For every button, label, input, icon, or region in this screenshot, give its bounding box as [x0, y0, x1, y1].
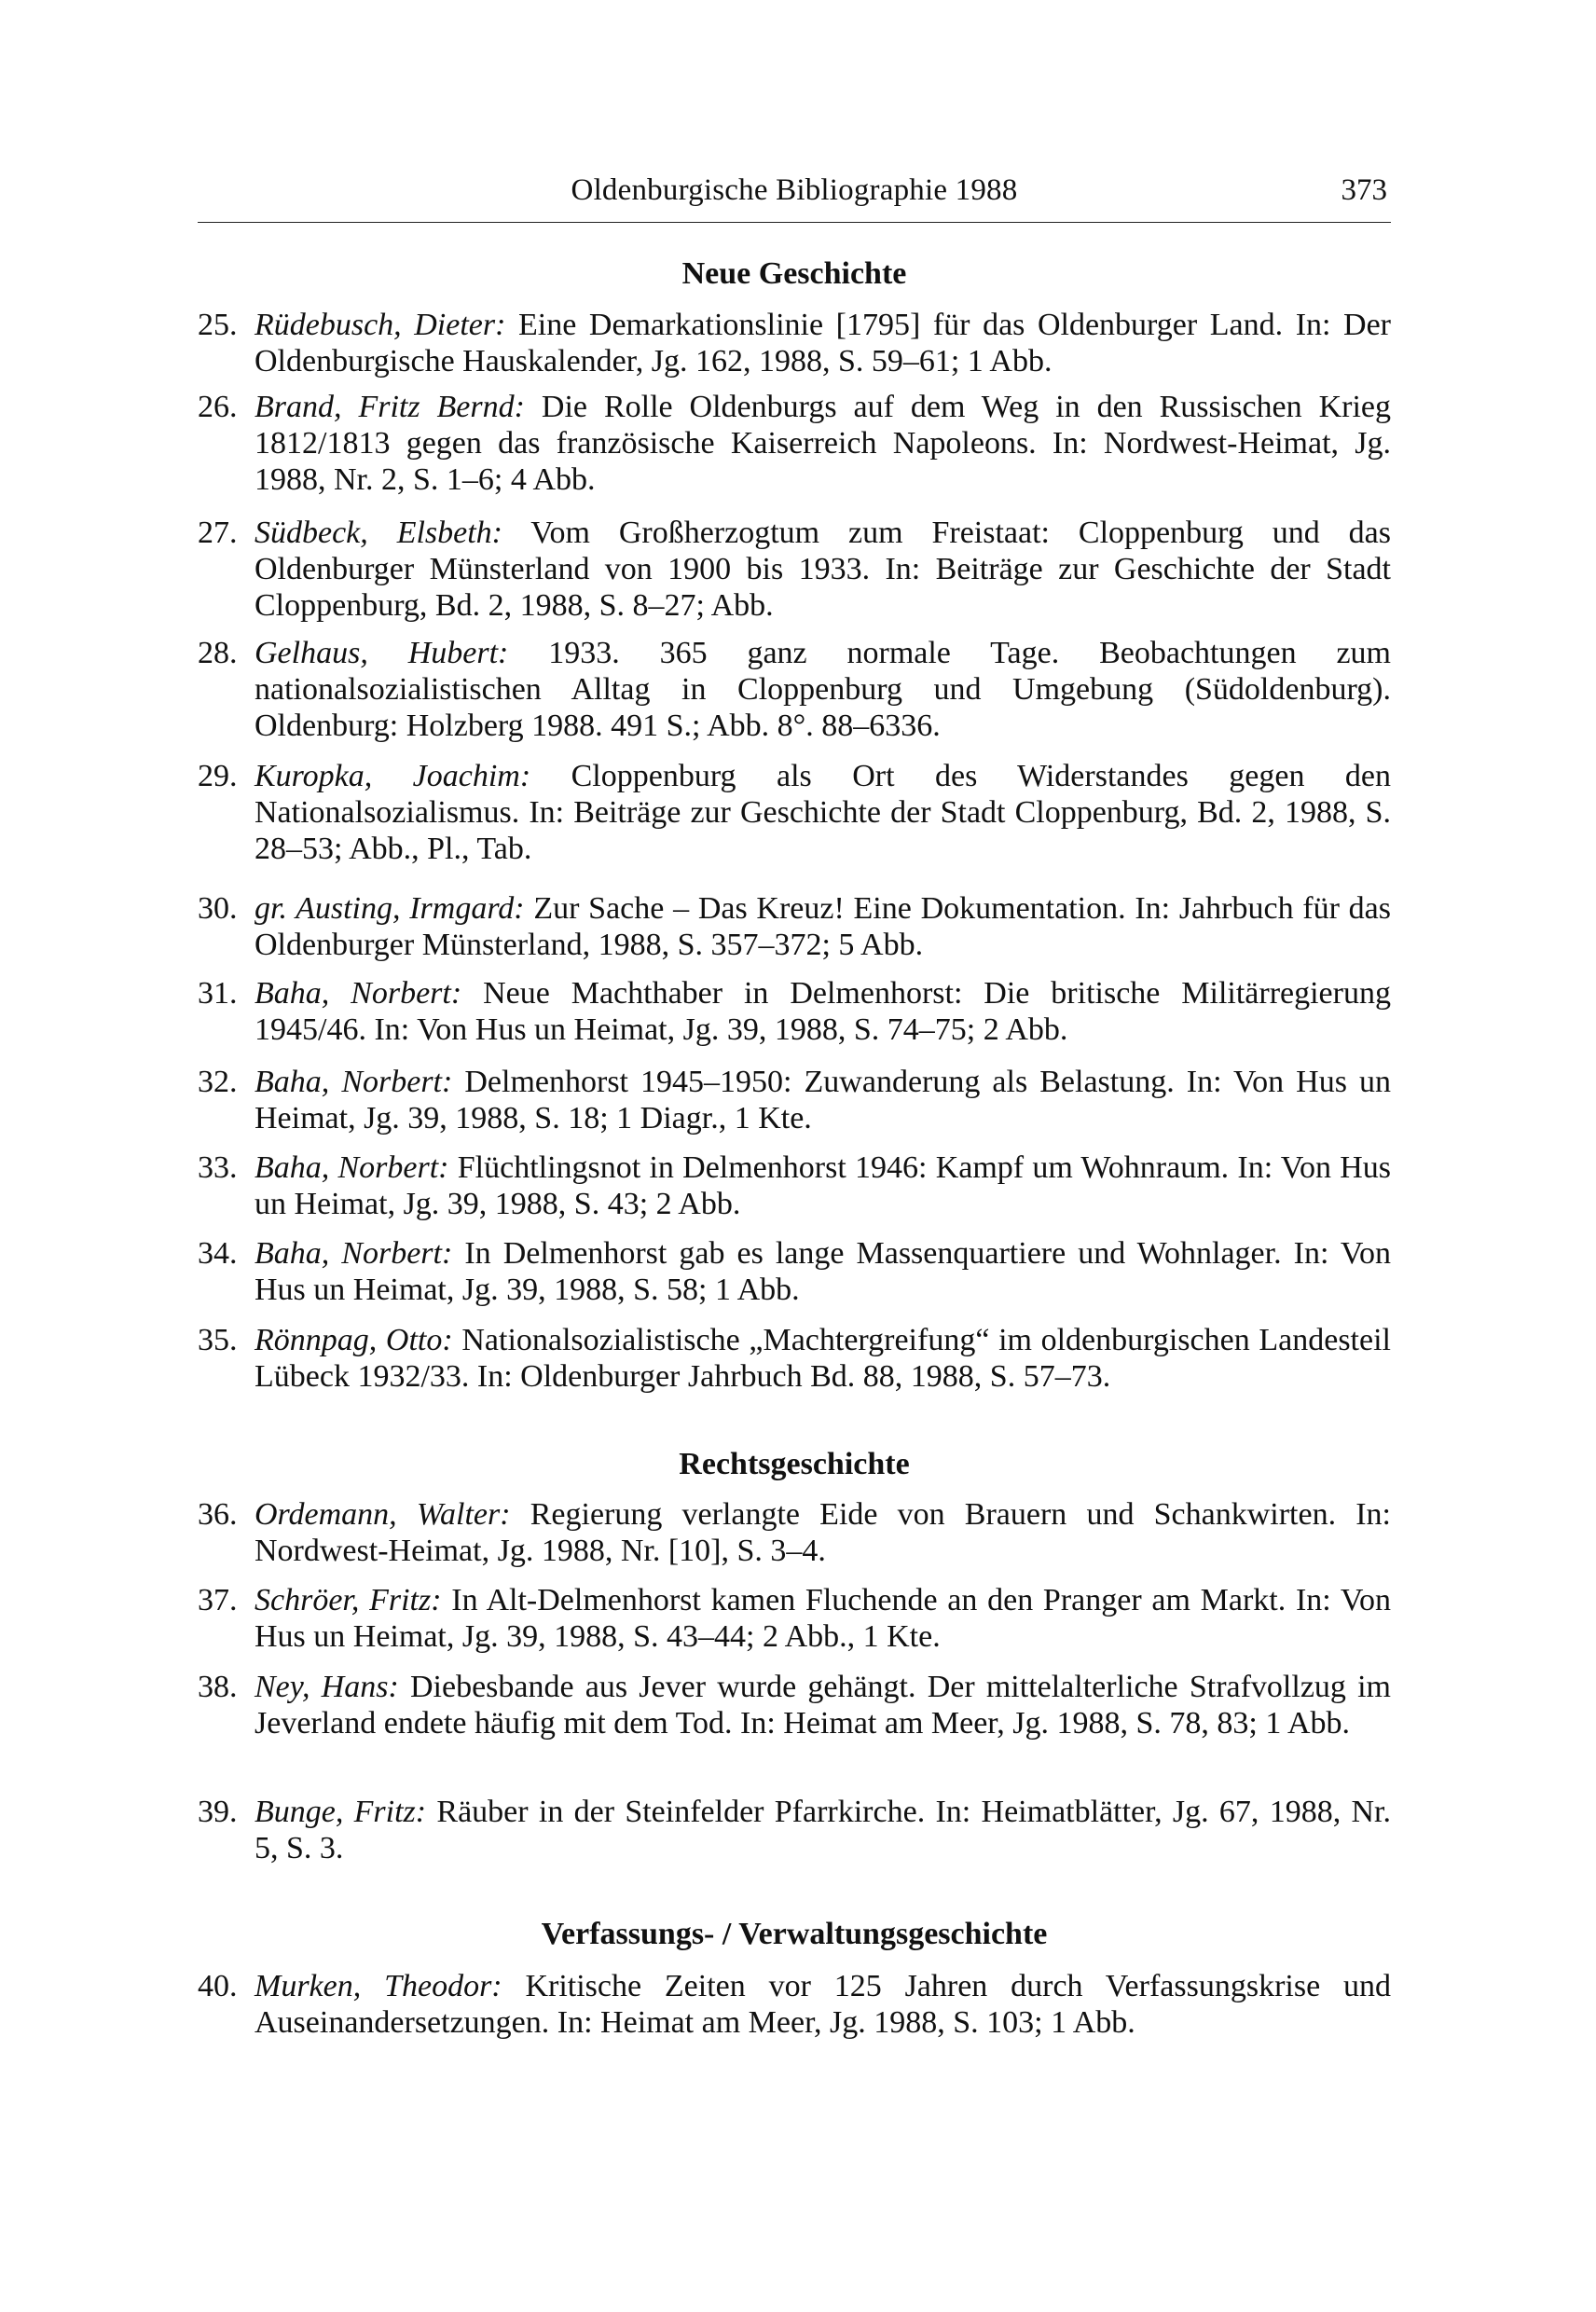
entry-number: 29. [198, 759, 238, 793]
entry-author: Kuropka, Joachim: [255, 759, 531, 793]
bibliography-entry [198, 1669, 1391, 1741]
entry-author: Baha, Norbert: [255, 1065, 453, 1099]
entry-author: Rüdebusch, Dieter: [255, 308, 506, 342]
bibliography-entry [198, 758, 1391, 867]
bibliography-entry [198, 1794, 1391, 1866]
entry-text: Regierung verlangte Eide von Brauern und Schankwirten. In: Nordwest-Heimat, Jg. 1988, Nr. [10], S. 3–4. [255, 1497, 1391, 1568]
entry-number: 36. [198, 1497, 238, 1532]
entry-number: 31. [198, 976, 238, 1011]
page-number: 373 [1341, 173, 1387, 207]
entry-text: Delmenhorst 1945–1950: Zuwanderung als Belastung. In: Von Hus un Heimat, Jg. 39, 1988, S. 18; 1 Diagr., 1 Kte. [255, 1065, 1391, 1135]
entry-number: 26. [198, 390, 238, 424]
entry-text: Vom Großherzogtum zum Freistaat: Cloppenburg und das Oldenburger Münsterland von 1900 bis 1933. In: Beiträge zur Geschichte der Stadt Cloppenburg, Bd. 2, 1988, S. 8–27; Abb. [255, 516, 1392, 623]
entry-author: Gelhaus, Hubert: [255, 636, 509, 670]
entry-author: Baha, Norbert: [255, 1150, 449, 1185]
entry-text: Kritische Zeiten vor 125 Jahren durch Verfassungskrise und Auseinandersetzungen. In: Heimat am Meer, Jg. 1988, S. 103; 1 Abb. [255, 1969, 1391, 2040]
entry-author: Schröer, Fritz: [255, 1583, 442, 1617]
entry-text: Räuber in der Steinfelder Pfarrkirche. In: Heimatblätter, Jg. 67, 1988, Nr. 5, S. 3. [255, 1795, 1391, 1865]
entry-number: 35. [198, 1323, 238, 1357]
entry-author: Baha, Norbert: [255, 1236, 453, 1271]
bibliography-entry [198, 1496, 1391, 1569]
bibliography-entry [198, 975, 1391, 1048]
entry-number: 37. [198, 1583, 238, 1617]
entry-author: Baha, Norbert: [255, 976, 462, 1011]
entry-number: 32. [198, 1065, 238, 1099]
entry-number: 38. [198, 1670, 238, 1704]
entry-text: In Alt-Delmenhorst kamen Fluchende an den Pranger am Markt. In: Von Hus un Heimat, Jg. 39, 1988, S. 43–44; 2 Abb., 1 Kte. [255, 1583, 1392, 1654]
entry-text: Flüchtlingsnot in Delmenhorst 1946: Kampf um Wohnraum. In: Von Hus un Heimat, Jg. 39, 1988, S. 43; 2 Abb. [255, 1150, 1391, 1221]
section-heading: Rechtsgeschichte [679, 1447, 910, 1481]
entry-number: 34. [198, 1236, 238, 1271]
section-heading: Neue Geschichte [681, 256, 907, 291]
bibliography-entry [198, 1064, 1391, 1136]
entry-author: Ordemann, Walter: [255, 1497, 511, 1532]
entry-text: Diebesbande aus Jever wurde gehängt. Der mittelalterliche Strafvollzug im Jeverland endete häufig mit dem Tod. In: Heimat am Meer, Jg. 1988, S. 78, 83; 1 Abb. [255, 1670, 1392, 1741]
entry-author: Südbeck, Elsbeth: [255, 516, 502, 550]
entry-number: 30. [198, 891, 238, 926]
entry-number: 28. [198, 636, 238, 670]
entry-author: gr. Austing, Irmgard: [255, 891, 525, 926]
entry-number: 33. [198, 1150, 238, 1185]
entry-author: Brand, Fritz Bernd: [255, 390, 525, 424]
entry-number: 39. [198, 1795, 238, 1829]
entry-number: 25. [198, 308, 238, 342]
running-title: Oldenburgische Bibliographie 1988 [571, 173, 1018, 207]
bibliography-entry [198, 890, 1391, 963]
bibliography-entry [198, 1322, 1391, 1395]
bibliography-entry [198, 1582, 1391, 1655]
bibliography-entry [198, 1968, 1391, 2041]
entry-text: 1933. 365 ganz normale Tage. Beobachtungen zum nationalsozialistischen Alltag in Cloppenburg und Umgebung (Südoldenburg). Oldenburg: Holzberg 1988. 491 S.; Abb. 8°. 88–6336. [255, 636, 1391, 743]
entry-text: Nationalsozialistische „Machtergreifung“ im oldenburgischen Landesteil Lübeck 1932/33. In: Oldenburger Jahrbuch Bd. 88, 1988, S. 57–73. [255, 1323, 1391, 1394]
entry-text: Die Rolle Oldenburgs auf dem Weg in den Russischen Krieg 1812/1813 gegen das französische Kaiserreich Napoleons. In: Nordwest-Heimat, Jg. 1988, Nr. 2, S. 1–6; 4 Abb. [255, 390, 1391, 497]
entry-author: Murken, Theodor: [255, 1969, 502, 2003]
entry-number: 27. [198, 516, 238, 550]
entry-text: Neue Machthaber in Delmenhorst: Die britische Militärregierung 1945/46. In: Von Hus un Heimat, Jg. 39, 1988, S. 74–75; 2 Abb. [255, 976, 1391, 1047]
bibliography-entry [198, 635, 1391, 744]
bibliography-entry [198, 307, 1391, 379]
entry-text: In Delmenhorst gab es lange Massenquartiere und Wohnlager. In: Von Hus un Heimat, Jg. 39, 1988, S. 58; 1 Abb. [255, 1236, 1391, 1307]
header-rule [198, 222, 1391, 223]
entry-author: Bunge, Fritz: [255, 1795, 427, 1829]
bibliography-entry [198, 389, 1391, 498]
entry-author: Rönnpag, Otto: [255, 1323, 453, 1357]
section-heading: Verfassungs- / Verwaltungsgeschichte [541, 1917, 1048, 1951]
entry-text: Cloppenburg als Ort des Widerstandes gegen den Nationalsozialismus. In: Beiträge zur Geschichte der Stadt Cloppenburg, Bd. 2, 1988, S. 28–53; Abb., Pl., Tab. [255, 759, 1391, 866]
entry-author: Ney, Hans: [255, 1670, 399, 1704]
bibliography-entry [198, 1149, 1391, 1222]
running-header [198, 170, 1391, 216]
bibliography-entry [198, 515, 1391, 624]
entry-text: Eine Demarkationslinie [1795] für das Oldenburger Land. In: Der Oldenburgische Hauskalender, Jg. 162, 1988, S. 59–61; 1 Abb. [255, 308, 1392, 378]
entry-number: 40. [198, 1969, 238, 2003]
bibliography-entry [198, 1235, 1391, 1308]
entry-text: Zur Sache – Das Kreuz! Eine Dokumentation. In: Jahrbuch für das Oldenburger Münsterland, 1988, S. 357–372; 5 Abb. [255, 891, 1391, 962]
